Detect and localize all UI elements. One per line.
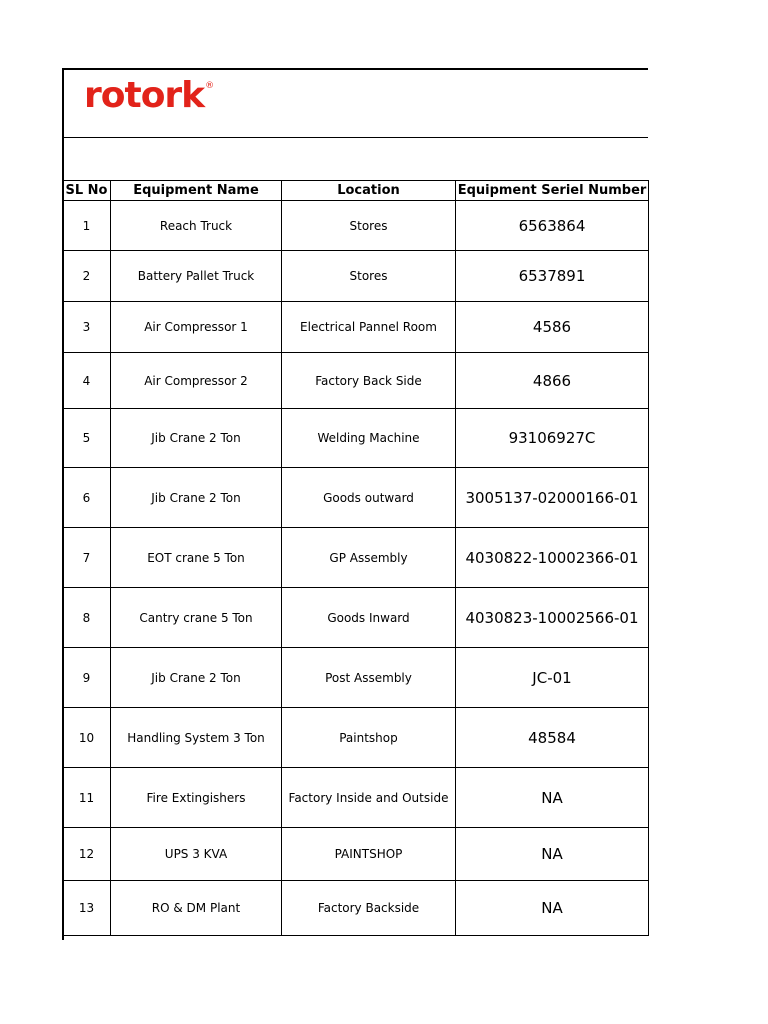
- cell-location: Electrical Pannel Room: [282, 302, 456, 353]
- cell-serial-number: 4030822-10002366-01: [456, 528, 649, 588]
- column-header-location: Location: [282, 181, 456, 201]
- cell-equipment-name: Reach Truck: [111, 201, 282, 251]
- cell-serial-number: NA: [456, 881, 649, 936]
- cell-equipment-name: Jib Crane 2 Ton: [111, 409, 282, 468]
- table-row: [63, 828, 649, 881]
- cell-equipment-name: EOT crane 5 Ton: [111, 528, 282, 588]
- table-row: [63, 251, 649, 302]
- table-row: [63, 708, 649, 768]
- cell-equipment-name: Battery Pallet Truck: [111, 251, 282, 302]
- cell-location: Factory Inside and Outside: [282, 768, 456, 828]
- table-row: [63, 302, 649, 353]
- cell-sl-no: 4: [63, 353, 111, 409]
- cell-sl-no: 13: [63, 881, 111, 936]
- cell-serial-number: 93106927C: [456, 409, 649, 468]
- cell-serial-number: 4586: [456, 302, 649, 353]
- cell-equipment-name: Handling System 3 Ton: [111, 708, 282, 768]
- cell-equipment-name: Air Compressor 1: [111, 302, 282, 353]
- cell-serial-number: 6563864: [456, 201, 649, 251]
- cell-equipment-name: UPS 3 KVA: [111, 828, 282, 881]
- cell-location: Factory Backside: [282, 881, 456, 936]
- cell-sl-no: 8: [63, 588, 111, 648]
- column-header-sl-no: SL No: [63, 181, 111, 201]
- cell-location: GP Assembly: [282, 528, 456, 588]
- cell-sl-no: 2: [63, 251, 111, 302]
- table-row: [63, 648, 649, 708]
- cell-equipment-name: RO & DM Plant: [111, 881, 282, 936]
- cell-location: Factory Back Side: [282, 353, 456, 409]
- cell-location: Goods Inward: [282, 588, 456, 648]
- cell-sl-no: 9: [63, 648, 111, 708]
- column-header-serial-number: Equipment Seriel Number: [456, 181, 649, 201]
- cell-equipment-name: Jib Crane 2 Ton: [111, 648, 282, 708]
- table-header-row: [63, 181, 649, 201]
- cell-serial-number: 3005137-02000166-01: [456, 468, 649, 528]
- cell-sl-no: 1: [63, 201, 111, 251]
- rotork-logo: [84, 72, 213, 116]
- cell-equipment-name: Jib Crane 2 Ton: [111, 468, 282, 528]
- logo-text: rotork: [84, 75, 205, 116]
- cell-serial-number: 48584: [456, 708, 649, 768]
- cell-serial-number: 4030823-10002566-01: [456, 588, 649, 648]
- table-row: [63, 353, 649, 409]
- cell-serial-number: NA: [456, 768, 649, 828]
- cell-location: Welding Machine: [282, 409, 456, 468]
- cell-sl-no: 12: [63, 828, 111, 881]
- cell-sl-no: 11: [63, 768, 111, 828]
- cell-equipment-name: Cantry crane 5 Ton: [111, 588, 282, 648]
- cell-sl-no: 10: [63, 708, 111, 768]
- table-row: [63, 768, 649, 828]
- cell-location: Goods outward: [282, 468, 456, 528]
- cell-serial-number: 6537891: [456, 251, 649, 302]
- table-row: [63, 588, 649, 648]
- cell-sl-no: 3: [63, 302, 111, 353]
- cell-sl-no: 6: [63, 468, 111, 528]
- cell-serial-number: 4866: [456, 353, 649, 409]
- table-row: [63, 881, 649, 936]
- registered-mark: ®: [205, 81, 214, 91]
- cell-serial-number: JC-01: [456, 648, 649, 708]
- equipment-table: [62, 180, 649, 936]
- cell-serial-number: NA: [456, 828, 649, 881]
- cell-location: Stores: [282, 201, 456, 251]
- top-border: [62, 68, 648, 70]
- cell-location: Stores: [282, 251, 456, 302]
- column-header-equipment-name: Equipment Name: [111, 181, 282, 201]
- cell-location: PAINTSHOP: [282, 828, 456, 881]
- cell-sl-no: 7: [63, 528, 111, 588]
- cell-equipment-name: Air Compressor 2: [111, 353, 282, 409]
- table-row: [63, 201, 649, 251]
- table-row: [63, 528, 649, 588]
- cell-equipment-name: Fire Extingishers: [111, 768, 282, 828]
- cell-location: Paintshop: [282, 708, 456, 768]
- cell-sl-no: 5: [63, 409, 111, 468]
- header-divider: [62, 137, 648, 138]
- table-row: [63, 409, 649, 468]
- cell-location: Post Assembly: [282, 648, 456, 708]
- table-row: [63, 468, 649, 528]
